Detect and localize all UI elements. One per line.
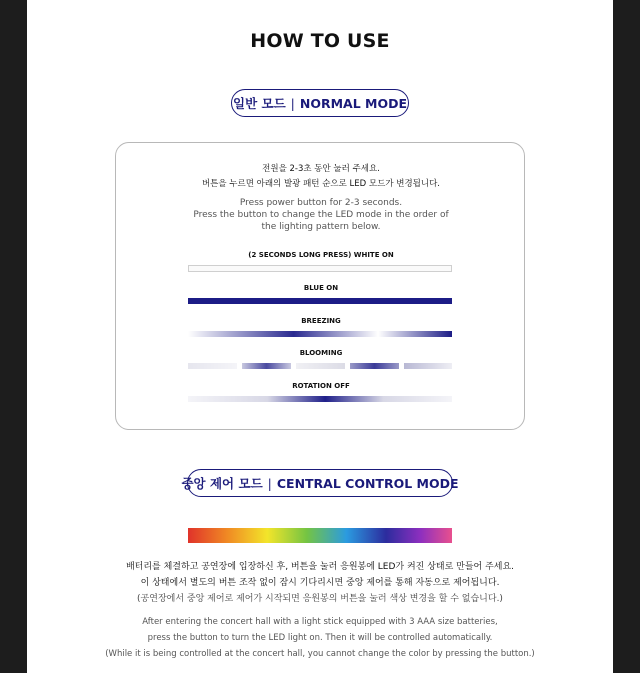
central-desc-kr-3: (공연장에서 중앙 제어로 제어가 시작되면 응원봉의 버튼을 눌러 색상 변경을 할 수 없습니다.) xyxy=(137,594,503,604)
pattern-bar-blooming-seg xyxy=(350,363,399,369)
central-desc-en-3: (While it is being controlled at the concert hall, you cannot change the color by pressing the button.) xyxy=(105,649,535,659)
pattern-bar-white-on xyxy=(188,265,452,272)
page-title: HOW TO USE xyxy=(250,30,390,52)
pattern-bar-blue-on xyxy=(188,298,452,304)
central-desc-kr-1: 배터리를 체결하고 공연장에 입장하신 후, 버튼을 눌러 응원봉에 LED가 켜진 상태로 만들어 주세요. xyxy=(125,562,515,572)
central-mode-label-kr: 중앙 제어 모드 xyxy=(181,476,263,491)
instruction-page xyxy=(27,0,613,673)
central-mode-separator: | xyxy=(267,475,272,491)
central-desc-kr-2: 이 상태에서 별도의 버튼 조작 없이 잠시 기다리시면 중앙 제어를 통해 자동으로 제어됩니다. xyxy=(140,578,500,588)
pattern-bar-blooming-seg xyxy=(242,363,291,369)
normal-mode-separator: | xyxy=(290,95,295,111)
pattern-label-breezing: BREEZING xyxy=(301,317,341,325)
pattern-label-blooming: BLOOMING xyxy=(299,349,343,357)
normal-mode-box xyxy=(115,142,525,430)
pattern-bar-blooming-seg xyxy=(404,363,452,369)
normal-desc-kr-2: 버튼을 누르면 아래의 발광 패턴 순으로 LED 모드가 변경됩니다. xyxy=(201,179,441,189)
pattern-bar-breezing xyxy=(188,331,452,337)
central-desc-en-1: After entering the concert hall with a light stick equipped with 3 AAA size batteries, xyxy=(142,617,498,627)
rainbow-color-bar xyxy=(188,528,452,543)
normal-mode-badge xyxy=(231,89,409,117)
pattern-label-rotation-off: ROTATION OFF xyxy=(292,382,350,390)
pattern-label-blue-on: BLUE ON xyxy=(303,284,339,292)
normal-desc-en-1: Press power button for 2-3 seconds. xyxy=(239,198,403,208)
central-desc-en-2: press the button to turn the LED light on. Then it will be controlled automatically. xyxy=(147,633,493,643)
pattern-bar-blooming-seg xyxy=(188,363,237,369)
central-mode-label-en: CENTRAL CONTROL MODE xyxy=(276,475,459,491)
central-mode-badge xyxy=(181,469,459,497)
normal-desc-kr-1: 전원을 2-3초 동안 눌러 주세요. xyxy=(262,164,380,174)
normal-mode-label-kr: 일반 모드 xyxy=(233,96,286,111)
normal-desc-en-3: the lighting pattern below. xyxy=(261,222,381,232)
pattern-bar-rotation-off xyxy=(188,396,452,402)
normal-desc-en-2: Press the button to change the LED mode in the order of xyxy=(193,210,449,220)
pattern-label-white-on: (2 SECONDS LONG PRESS) WHITE ON xyxy=(248,251,394,259)
normal-mode-label-en: NORMAL MODE xyxy=(299,95,407,111)
pattern-bar-blooming-seg xyxy=(296,363,345,369)
